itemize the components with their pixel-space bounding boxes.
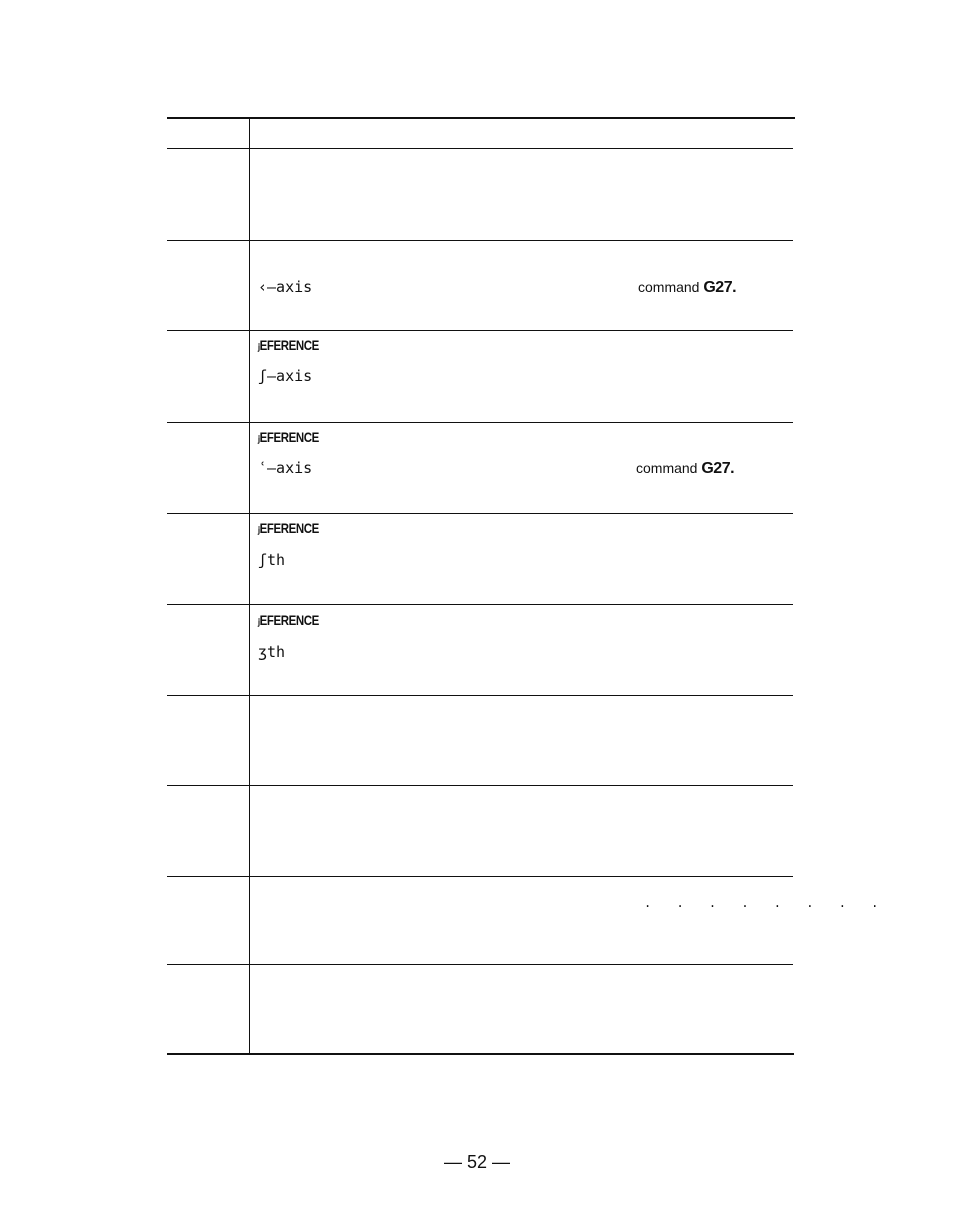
row-reference-label: ⱼEFERENCE [258,337,319,353]
command-word: command [638,279,700,295]
tick-mark [238,695,250,696]
row-rule [167,695,793,696]
command-code: G27. [703,279,737,296]
row-axis-label: ‹—axis [258,278,313,296]
tick-mark [238,964,250,965]
row-rule [167,240,793,241]
table-bottom-rule [167,1053,794,1055]
command-word: command [636,460,698,476]
row-rule [167,513,793,514]
row-rule [167,964,793,965]
row-axis-label: ʒth [258,643,286,661]
row-rule [167,148,793,149]
row-reference-label: ⱼEFERENCE [258,429,319,445]
tick-mark [238,604,250,605]
row-reference-label: ⱼEFERENCE [258,612,319,628]
dotted-leader: . . . . . . . . [644,896,888,910]
row-command-text [638,278,736,297]
tick-mark [238,422,250,423]
column-divider [249,118,250,1054]
table-top-rule [167,117,795,119]
row-rule [167,604,793,605]
row-rule [167,422,793,423]
row-axis-label: ʃth [258,551,286,569]
row-reference-label: ⱼEFERENCE [258,520,319,536]
row-axis-label: ʿ—axis [258,459,313,477]
row-command-text [636,459,734,478]
row-rule [167,330,793,331]
page-number: — 52 — [443,1152,511,1172]
command-code: G27. [701,460,735,477]
row-rule [167,785,793,786]
row-axis-label: ʃ—axis [258,367,313,385]
row-rule [167,876,793,877]
